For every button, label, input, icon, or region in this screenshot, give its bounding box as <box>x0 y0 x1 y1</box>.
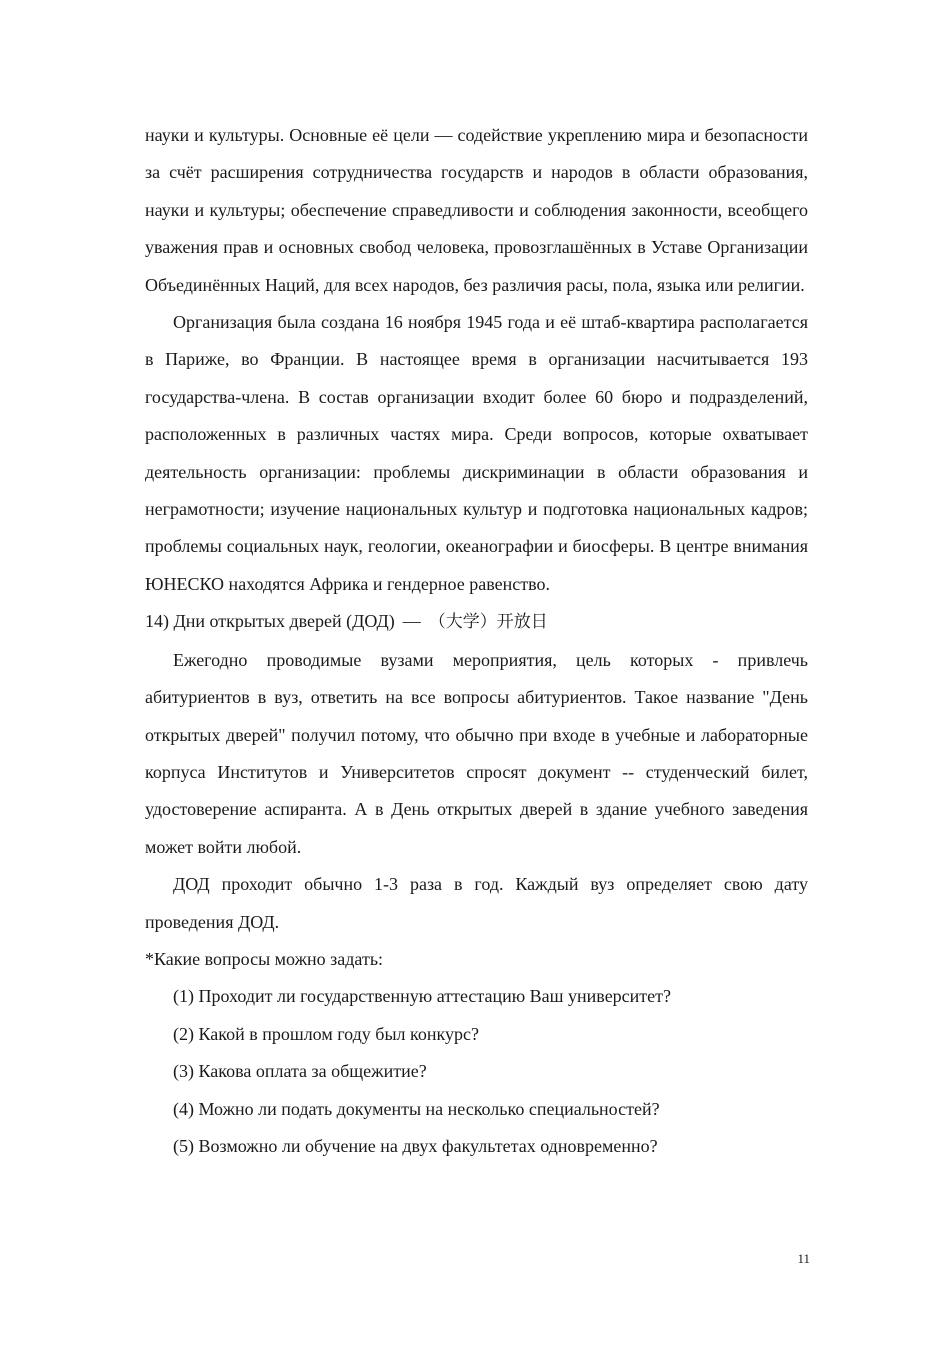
list-item: (1) Проходит ли государственную аттестацию Ваш университет? <box>173 986 672 1007</box>
list-item: (5) Возможно ли обучение на двух факультетах одновременно? <box>173 1135 658 1156</box>
list-item: (4) Можно ли подать документы на несколько специальностей? <box>173 1098 660 1119</box>
page-number: 11 <box>797 1251 810 1266</box>
heading-dash: — <box>402 611 421 632</box>
heading-term: 14) Дни открытых дверей (ДОД) <box>145 611 395 632</box>
questions-list <box>145 978 808 1165</box>
section-heading-open-days <box>145 603 808 641</box>
list-item: (2) Какой в прошлом году был конкурс? <box>173 1023 479 1044</box>
paragraph-unesco-organization: Организация была создана 16 ноября 1945 года и её штаб-квартира располагается в Париже, во Франции. В настоящее время в организации насчитывается 193 государства-члена. В состав организации входит более 60 бюро и подразделений, расположенных в различных частях мира. Среди вопросов, которые охватывает деятельность организации: проблемы дискриминации в области образования и неграмотности; изучение национальных культур и подготовка национальных кадров; проблемы социальных наук, геологии, океанографии и биосферы. В центре внимания ЮНЕСКО находятся Африка и гендерное равенство. <box>145 312 808 594</box>
paragraph-open-days-frequency: ДОД проходит обычно 1-3 раза в год. Каждый вуз определяет свою дату проведения ДОД. <box>145 874 808 932</box>
paragraph-open-days-definition: Ежегодно проводимые вузами мероприятия, цель которых - привлечь абитуриентов в вуз, ответить на все вопросы абитуриентов. Такое название "День открытых дверей" получил потому, что обычно при входе в учебные и лабораторные корпуса Институтов и Университетов спросят документ -- студенческий билет, удостоверение аспиранта. А в День открытых дверей в здание учебного заведения может войти любой. <box>145 649 808 857</box>
heading-chinese-translation: （大学）开放日 <box>428 612 548 633</box>
paragraph-unesco-goals: науки и культуры. Основные её цели — содействие укреплению мира и безопасности за счёт расширения сотрудничества государств и народов в области образования, науки и культуры; обеспечение справедливости и соблюдения законности, всеобщего уважения прав и основных свобод человека, провозглашённых в Уставе Организации Объединённых Наций, для всех народов, без различия расы, пола, языка или религии. <box>145 125 808 295</box>
document-page <box>145 117 808 1165</box>
list-item: (3) Какова оплата за общежитие? <box>173 1061 427 1082</box>
questions-intro: *Какие вопросы можно задать: <box>145 948 384 969</box>
